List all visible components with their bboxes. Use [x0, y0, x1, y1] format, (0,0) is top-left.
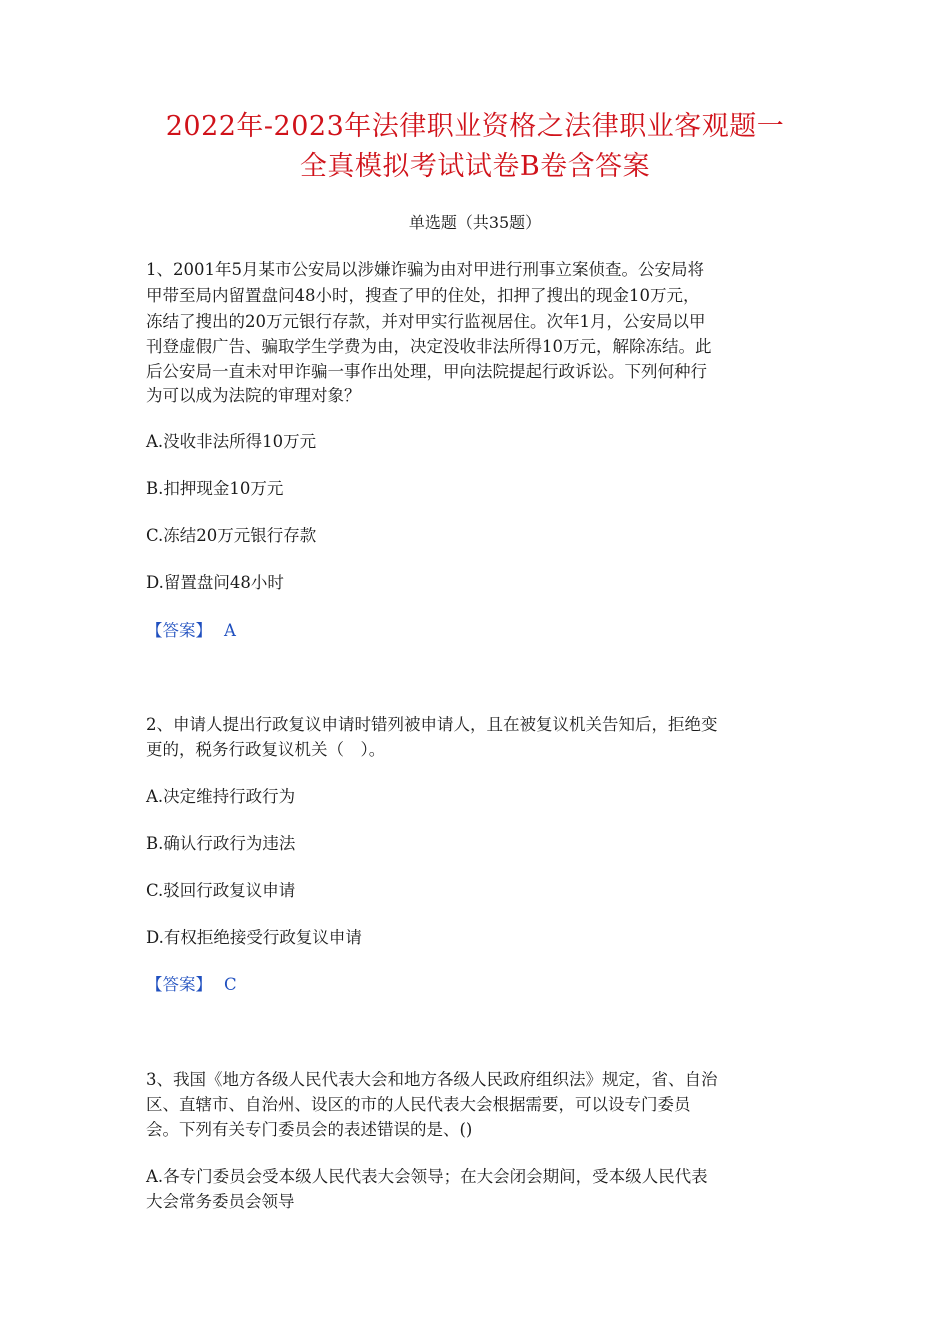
- question-2-option-b: B.确认行政行为违法: [146, 834, 296, 853]
- document-title-line-2: 全真模拟考试试卷B卷含答案: [299, 151, 651, 182]
- question-2-option-c: C.驳回行政复议申请: [146, 881, 296, 900]
- question-1-option-d: D.留置盘问48小时: [146, 573, 284, 592]
- question-1-text-line: 后公安局一直未对甲诈骗一事作出处理，甲向法院提起行政诉讼。下列何种行: [146, 362, 707, 381]
- answer-value: A: [224, 621, 236, 640]
- question-3-text-line: 3、我国《地方各级人民代表大会和地方各级人民政府组织法》规定，省、自治: [146, 1070, 718, 1089]
- question-3-option-a-line: A.各专门委员会受本级人民代表大会领导；在大会闭会期间，受本级人民代表: [146, 1167, 708, 1186]
- question-3-text-line: 会。下列有关专门委员会的表述错误的是、(): [146, 1120, 473, 1139]
- answer-label: 【答案】: [146, 621, 212, 640]
- question-2-text-line: 2、申请人提出行政复议申请时错列被申请人，且在被复议机关告知后，拒绝变: [146, 715, 718, 734]
- question-1-option-c: C.冻结20万元银行存款: [146, 526, 317, 545]
- question-1-text-line: 甲带至局内留置盘问48小时，搜查了甲的住处，扣押了搜出的现金10万元，: [146, 286, 700, 305]
- section-heading: 单选题（共35题）: [408, 213, 542, 232]
- question-1-text-line: 冻结了搜出的20万元银行存款，并对甲实行监视居住。次年1月，公安局以甲: [146, 312, 706, 331]
- answer-value: C: [224, 975, 237, 994]
- question-1-option-a: A.没收非法所得10万元: [146, 432, 317, 451]
- question-3-text-line: 区、直辖市、自治州、设区的市的人民代表大会根据需要，可以设专门委员: [146, 1095, 691, 1114]
- question-1-option-b: B.扣押现金10万元: [146, 479, 284, 498]
- question-2-option-a: A.决定维持行政行为: [146, 787, 296, 806]
- question-3-option-a-line: 大会常务委员会领导: [146, 1192, 295, 1211]
- question-1-answer: [146, 619, 236, 643]
- question-1-text-line: 为可以成为法院的审理对象？: [146, 386, 361, 405]
- question-1-text-line: 刊登虚假广告、骗取学生学费为由，决定没收非法所得10万元，解除冻结。此: [146, 337, 712, 356]
- question-2-text-line: 更的，税务行政复议机关（ ）。: [146, 740, 386, 759]
- question-2-option-d: D.有权拒绝接受行政复议申请: [146, 928, 362, 947]
- document-title-line-1: 2022年-2023年法律职业资格之法律职业客观题一: [165, 111, 785, 142]
- question-2-answer: [146, 973, 237, 997]
- answer-label: 【答案】: [146, 975, 212, 994]
- question-1-text-line: 1、2001年5月某市公安局以涉嫌诈骗为由对甲进行刑事立案侦查。公安局将: [146, 260, 704, 279]
